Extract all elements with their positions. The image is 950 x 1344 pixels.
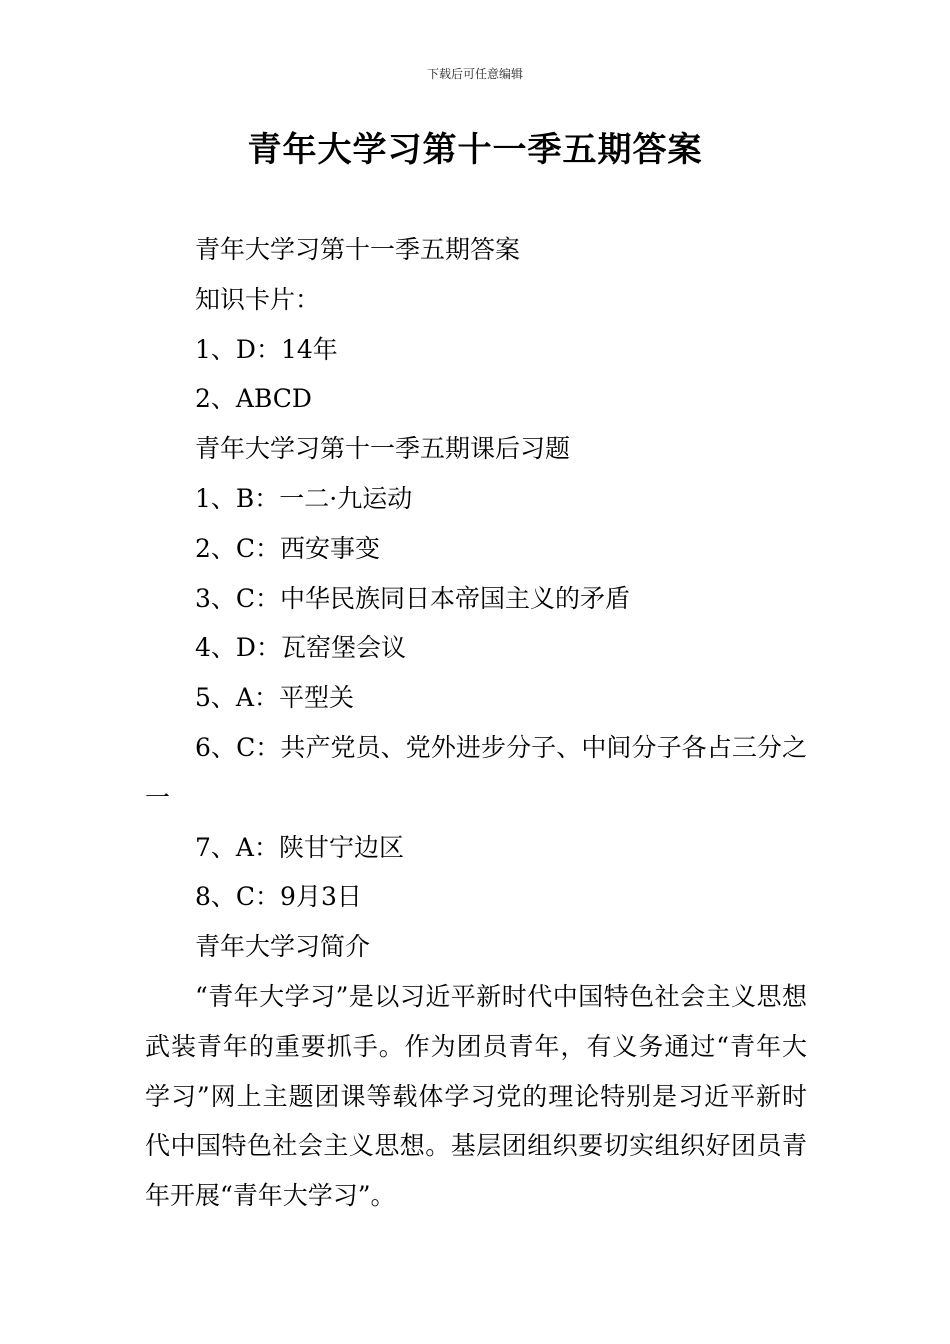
header-note: 下载后可任意编辑: [426, 67, 523, 81]
paragraph-card-answer-1: 1、D：14年: [195, 334, 338, 364]
paragraph-exercise-answer-4: 4、D：瓦窑堡会议: [195, 633, 406, 663]
paragraph-exercise-answer-3: 3、C：中华民族同日本帝国主义的矛盾: [195, 583, 631, 613]
paragraph-exercise-answer-5: 5、A：平型关: [195, 683, 354, 713]
paragraph-exercise-answer-6: 6、C：共产党员、党外进步分子、中间分子各占三分之一: [145, 732, 807, 812]
paragraph-intro-heading: 青年大学习简介: [195, 932, 371, 962]
document-title: 青年大学习第十一季五期答案: [247, 130, 703, 170]
paragraph-exercises-heading: 青年大学习第十一季五期课后习题: [195, 434, 571, 464]
paragraph-intro-body: “青年大学习”是以习近平新时代中国特色社会主义思想武装青年的重要抓手。作为团员青年，有义务通过“青年大学习”网上主题团课等载体学习党的理论特别是习近平新时代中国特色社会主义思想。基层团组织要切实组织好团员青年开展“青年大学习”。: [145, 981, 807, 1211]
paragraph-card-answer-2: 2、ABCD: [195, 384, 312, 414]
paragraph-exercise-answer-8: 8、C：9月3日: [195, 882, 362, 912]
document-body: [145, 225, 807, 1221]
paragraph-subtitle: 青年大学习第十一季五期答案: [195, 235, 521, 264]
paragraph-exercise-answer-1: 1、B：一二·九运动: [195, 483, 413, 513]
paragraph-exercise-answer-2: 2、C：西安事变: [195, 533, 381, 563]
paragraph-knowledge-card-heading: 知识卡片：: [195, 284, 321, 314]
paragraph-exercise-answer-7: 7、A：陕甘宁边区: [195, 832, 404, 862]
